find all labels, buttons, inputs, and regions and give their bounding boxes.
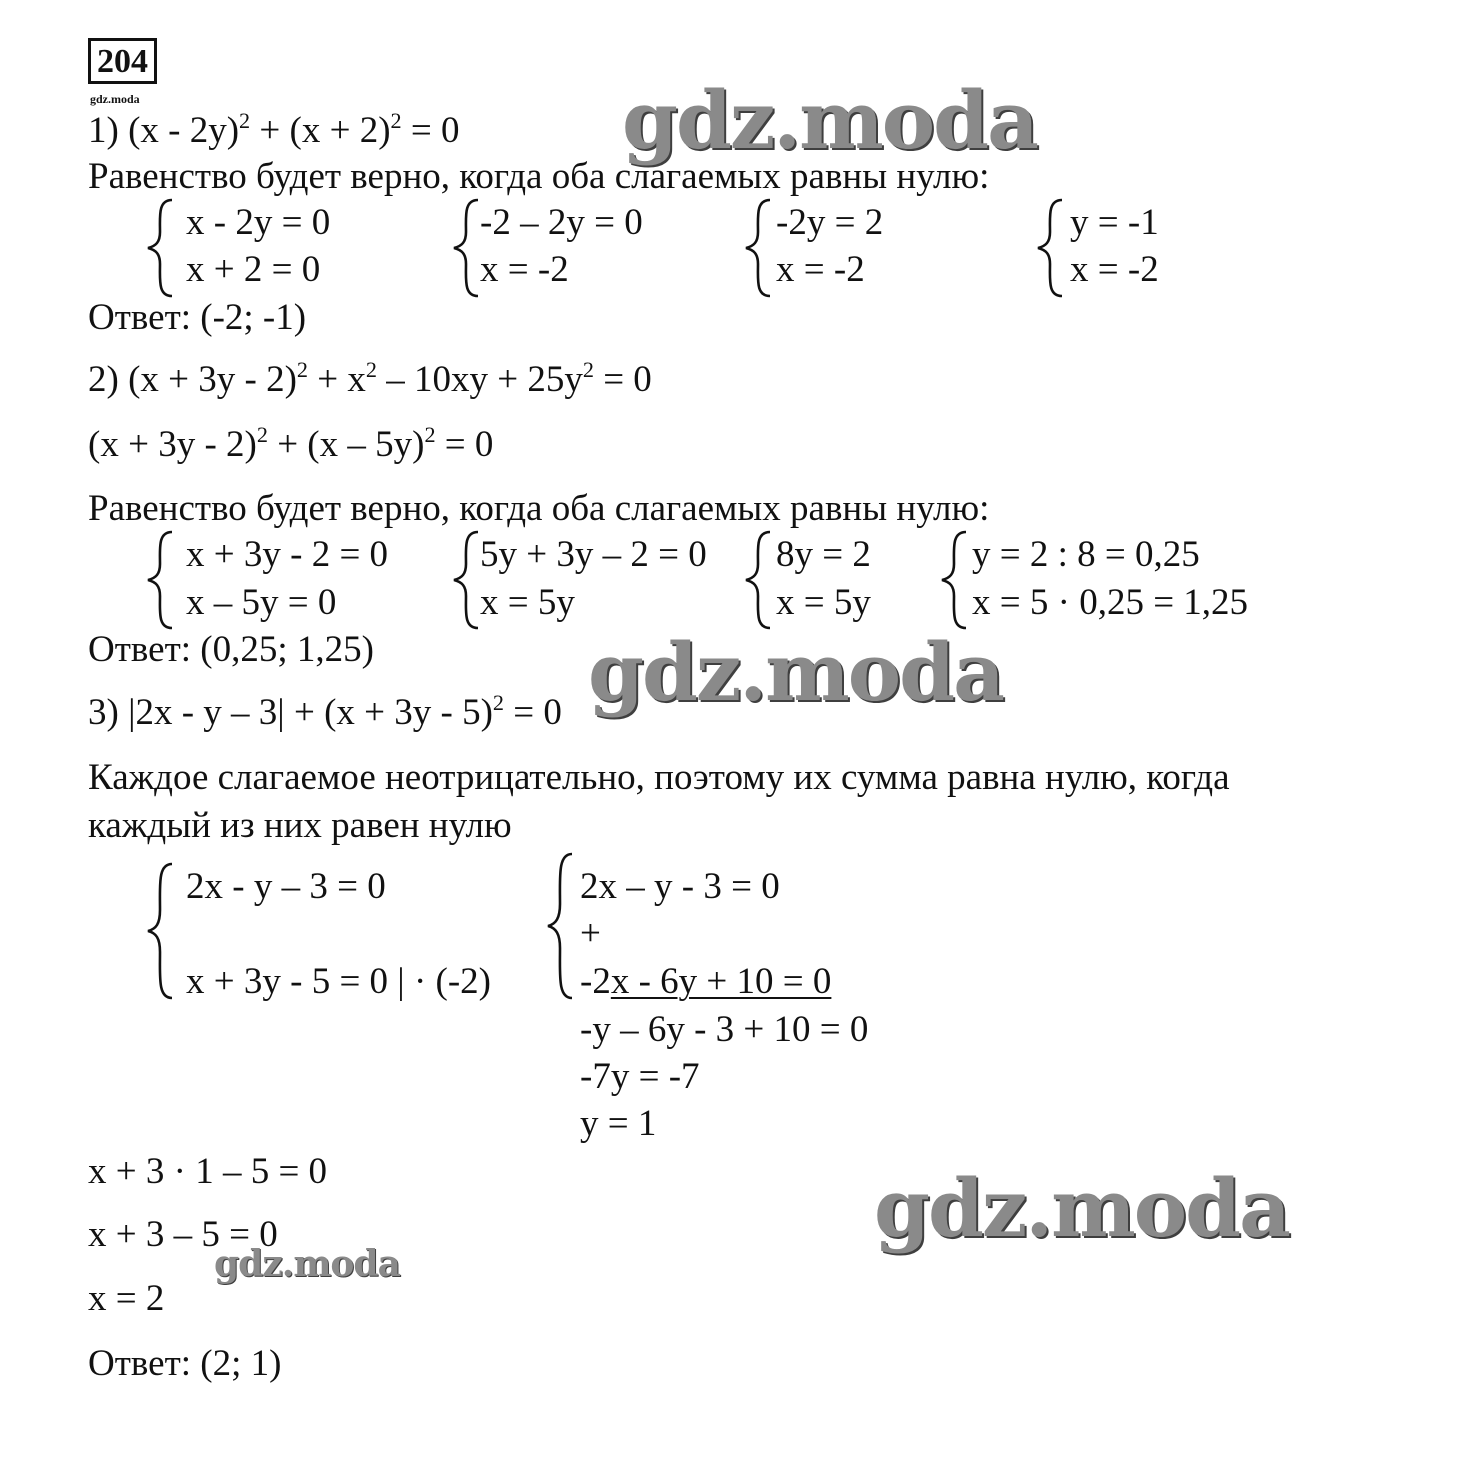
brace-icon [744,530,774,630]
p2-sys2-line2: x = 5y [480,582,575,623]
small-watermark: gdz.moda [90,92,140,106]
part2-equation: 2) $(x + 3y - 2)^2 + x^2 - 10xy + 25y^2 = 0$ [88,357,652,400]
p3-sys2-line1: 2x – y - 3 = 0 [580,866,780,907]
p1-sys2-line1: -2 – 2y = 0 [480,202,643,243]
p1-sys4-line1: y = -1 [1070,202,1159,243]
watermark: gdz.moda [214,1243,400,1285]
brace-icon [452,530,482,630]
watermark: gdz.moda [622,73,1037,167]
part2-reason: Равенство будет верно, когда оба слагаемых равны нулю: [88,488,990,529]
brace-icon [744,198,774,298]
p3-x-step-1: x + 3 · 1 – 5 = 0 [88,1151,328,1192]
part2-rewritten: $(x + 3y - 2)^2 + (x - 5y)^2 = 0$ [88,422,494,465]
part1-answer: Ответ: (-2; -1) [88,297,307,338]
p3-step-1: -y – 6y - 3 + 10 = 0 [580,1009,869,1050]
p2-sys1-line2: x – 5y = 0 [186,582,337,623]
p2-sys3-line1: 8y = 2 [776,534,871,575]
p1-sys3-line2: x = -2 [776,249,865,290]
brace-icon [940,530,970,630]
part3-reason-line2: каждый из них равен нулю [88,805,512,846]
p1-sys3-line1: -2y = 2 [776,202,884,243]
p1-sys1-line1: x - 2y = 0 [186,202,331,243]
p3-x-step-2: x + 3 – 5 = 0 [88,1214,278,1255]
brace-icon [1036,198,1066,298]
p2-sys4-line2: x = 5 · 0,25 = 1,25 [972,582,1249,623]
problem-number-box: 204 [88,38,157,84]
brace-icon [146,862,176,1000]
part1-equation: 1) $(x - 2y)^2 + (x + 2)^2 = 0$ [88,108,460,151]
p3-sys2-plus: + [580,913,601,954]
part3-reason-line1: Каждое слагаемое неотрицательно, поэтому их сумма равна нулю, когда [88,757,1230,798]
part3-answer: Ответ: (2; 1) [88,1343,282,1384]
p2-sys2-line1: 5y + 3y – 2 = 0 [480,534,707,575]
p2-sys3-line2: x = 5y [776,582,871,623]
brace-icon [146,530,176,630]
brace-icon [546,852,576,1000]
watermark: gdz.moda [588,625,1003,719]
part3-equation: 3) $|2x - y - 3| + (x + 3y - 5)^2 = 0$ [88,690,562,733]
brace-icon [146,198,176,298]
p1-sys4-line2: x = -2 [1070,249,1159,290]
p3-sys2-line3: -2x - 6y + 10 = 0 [580,961,832,1002]
p3-step-3: y = 1 [580,1103,657,1144]
brace-icon [452,198,482,298]
watermark: gdz.moda [874,1161,1289,1255]
p3-sys1-line1: 2x - y – 3 = 0 [186,866,386,907]
p1-sys1-line2: x + 2 = 0 [186,249,321,290]
part1-reason: Равенство будет верно, когда оба слагаемых равны нулю: [88,156,990,197]
p3-sys1-line2: x + 3y - 5 = 0 | · (-2) [186,961,491,1002]
p2-sys1-line1: x + 3y - 2 = 0 [186,534,389,575]
part2-answer: Ответ: (0,25; 1,25) [88,629,374,670]
p2-sys4-line1: y = 2 : 8 = 0,25 [972,534,1200,575]
p3-x-step-3: x = 2 [88,1278,165,1319]
p1-sys2-line2: x = -2 [480,249,569,290]
p3-step-2: -7y = -7 [580,1056,700,1097]
